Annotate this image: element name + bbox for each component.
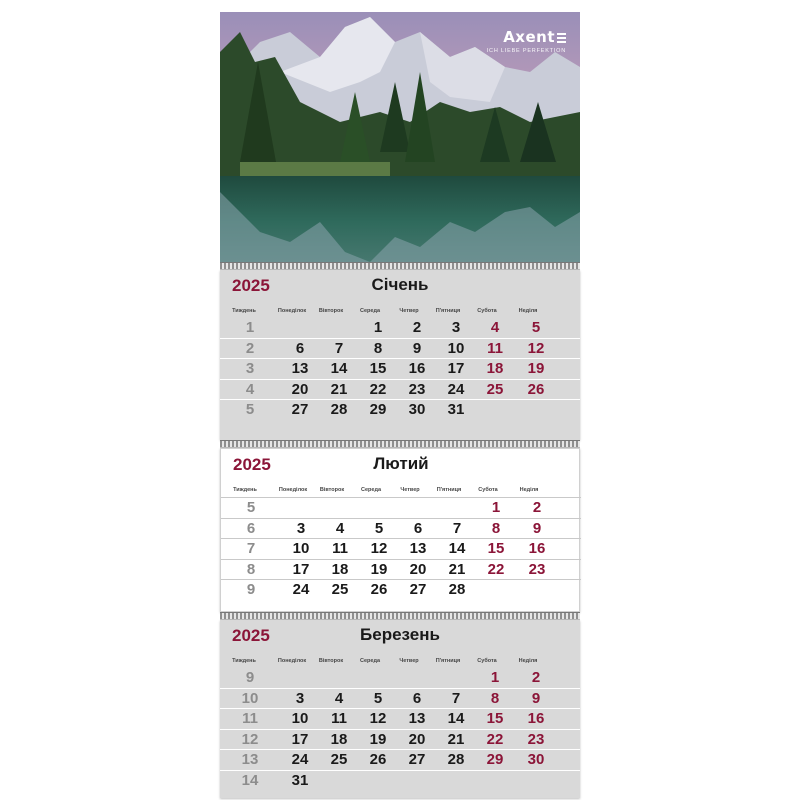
day-cell: 28 [447, 751, 465, 769]
week-number: 5 [246, 499, 256, 516]
week-row [221, 579, 581, 600]
day-cell: 11 [332, 540, 348, 558]
week-row [220, 688, 580, 709]
day-cell: 13 [291, 360, 309, 378]
week-row [220, 358, 580, 379]
day-cell: 15 [369, 360, 387, 378]
day-header: Тиждень [232, 658, 256, 664]
month-title: Лютий [373, 454, 429, 473]
day-cell: 3 [296, 519, 306, 537]
day-header: Вівторок [318, 308, 344, 314]
week-row [220, 749, 580, 770]
day-cell: 4 [490, 319, 500, 336]
day-header: Середа [360, 658, 380, 664]
day-header: Четвер [399, 308, 419, 314]
day-header-row [220, 308, 580, 318]
day-cell: 21 [330, 380, 348, 398]
day-cell: 16 [408, 360, 426, 378]
day-header: Субота [478, 487, 498, 493]
day-cell: 16 [527, 710, 545, 728]
day-cell: 1 [490, 669, 500, 686]
day-cell: 29 [486, 751, 504, 769]
day-cell: 18 [331, 560, 349, 578]
day-cell: 20 [291, 380, 309, 398]
week-number: 9 [245, 669, 255, 686]
day-cell: 2 [531, 669, 541, 686]
day-cell: 27 [409, 581, 427, 599]
menu-bars-icon [557, 33, 566, 43]
day-cell: 23 [527, 730, 545, 748]
day-cell: 23 [408, 380, 426, 398]
year-label: 2025 [232, 276, 270, 295]
day-cell: 22 [486, 730, 504, 748]
week-number: 9 [246, 581, 256, 599]
day-cell: 25 [330, 751, 348, 769]
day-cell: 18 [330, 730, 348, 748]
landscape-photo [220, 12, 580, 268]
day-cell: 22 [369, 380, 387, 398]
day-header: П'ятниця [436, 487, 462, 493]
week-number: 14 [241, 771, 259, 789]
week-number: 5 [245, 401, 255, 419]
day-cell: 25 [486, 380, 504, 398]
day-header: Тиждень [233, 487, 257, 493]
week-number: 13 [241, 751, 259, 769]
day-cell: 17 [291, 730, 309, 748]
day-cell: 9 [531, 689, 541, 707]
week-row [220, 338, 580, 359]
day-cell: 6 [295, 339, 305, 357]
week-number: 6 [246, 519, 256, 537]
day-cell: 27 [408, 751, 426, 769]
day-header: Середа [360, 308, 380, 314]
week-number: 7 [246, 540, 256, 558]
week-number: 3 [245, 360, 255, 378]
day-header: Понеділок [277, 658, 307, 664]
day-cell: 17 [292, 560, 310, 578]
day-cell: 26 [369, 751, 387, 769]
day-cell: 28 [448, 581, 466, 599]
week-row [220, 770, 580, 791]
day-cell: 26 [527, 380, 545, 398]
binding-spiral [220, 612, 580, 620]
week-row [221, 559, 581, 580]
day-cell: 4 [334, 689, 344, 707]
day-cell: 1 [491, 499, 501, 516]
day-header: Понеділок [278, 487, 308, 493]
day-cell: 15 [487, 540, 505, 558]
day-header: Субота [477, 308, 497, 314]
day-header: Понеділок [277, 308, 307, 314]
week-row [220, 379, 580, 400]
day-cell: 11 [487, 339, 503, 357]
day-cell: 2 [412, 319, 422, 336]
year-label: 2025 [232, 626, 270, 645]
week-rows [220, 318, 580, 420]
day-cell: 9 [412, 339, 422, 357]
day-cell: 29 [369, 401, 387, 419]
day-header: Середа [361, 487, 381, 493]
week-number: 8 [246, 560, 256, 578]
week-number: 4 [245, 380, 255, 398]
day-cell: 7 [334, 339, 344, 357]
day-cell: 17 [447, 360, 465, 378]
day-cell: 30 [527, 751, 545, 769]
day-cell: 21 [448, 560, 466, 578]
day-cell: 11 [331, 710, 347, 728]
day-cell: 24 [291, 751, 309, 769]
day-cell: 31 [291, 771, 309, 789]
day-cell: 25 [331, 581, 349, 599]
week-number: 12 [241, 730, 259, 748]
day-cell: 6 [412, 689, 422, 707]
day-cell: 13 [409, 540, 427, 558]
week-number: 1 [245, 319, 255, 336]
day-cell: 22 [487, 560, 505, 578]
day-header: Вівторок [318, 658, 344, 664]
day-cell: 1 [373, 319, 383, 336]
day-header: П'ятниця [435, 658, 461, 664]
day-cell: 14 [447, 710, 465, 728]
week-row [220, 318, 580, 338]
day-header: Неділя [518, 308, 538, 314]
day-cell: 5 [373, 689, 383, 707]
day-cell: 3 [451, 319, 461, 336]
day-cell: 18 [486, 360, 504, 378]
day-header: Вівторок [319, 487, 345, 493]
week-row [220, 399, 580, 420]
day-header: Неділя [519, 487, 539, 493]
week-row [221, 518, 581, 539]
week-number: 2 [245, 339, 255, 357]
day-cell: 6 [413, 519, 423, 537]
day-header: П'ятниця [435, 308, 461, 314]
day-cell: 20 [408, 730, 426, 748]
day-cell: 24 [447, 380, 465, 398]
day-cell: 2 [532, 499, 542, 516]
month-panel-january [220, 270, 580, 440]
week-row [220, 729, 580, 750]
week-row [220, 708, 580, 729]
day-cell: 3 [295, 689, 305, 707]
day-header-row [220, 658, 580, 668]
day-cell: 27 [291, 401, 309, 419]
day-cell: 4 [335, 519, 345, 537]
day-cell: 24 [292, 581, 310, 599]
day-cell: 16 [528, 540, 546, 558]
day-cell: 21 [447, 730, 465, 748]
year-label: 2025 [233, 455, 271, 474]
brand-name: Axent [503, 28, 555, 46]
day-cell: 31 [447, 401, 465, 419]
day-cell: 14 [330, 360, 348, 378]
week-rows [221, 497, 581, 600]
day-cell: 10 [292, 540, 310, 558]
day-cell: 30 [408, 401, 426, 419]
week-row [221, 538, 581, 559]
day-cell: 12 [527, 339, 545, 357]
day-cell: 28 [330, 401, 348, 419]
day-cell: 19 [369, 730, 387, 748]
day-cell: 19 [370, 560, 388, 578]
week-number: 11 [242, 710, 258, 728]
day-cell: 13 [408, 710, 426, 728]
day-cell: 7 [452, 519, 462, 537]
day-header: Неділя [518, 658, 538, 664]
day-cell: 23 [528, 560, 546, 578]
day-header-row [221, 487, 581, 497]
day-cell: 14 [448, 540, 466, 558]
brand-tagline: ICH LIEBE PERFEKTION [486, 48, 566, 54]
day-cell: 12 [370, 540, 388, 558]
day-cell: 8 [373, 339, 383, 357]
month-title: Березень [360, 625, 440, 644]
day-cell: 8 [491, 519, 501, 537]
week-row [220, 668, 580, 688]
day-header: Четвер [399, 658, 419, 664]
day-cell: 19 [527, 360, 545, 378]
week-number: 10 [241, 689, 259, 707]
week-rows [220, 668, 580, 791]
week-row [221, 497, 581, 518]
day-cell: 8 [490, 689, 500, 707]
day-header: Четвер [400, 487, 420, 493]
day-cell: 10 [291, 710, 309, 728]
month-panel-march [220, 620, 580, 798]
day-cell: 20 [409, 560, 427, 578]
day-cell: 9 [532, 519, 542, 537]
day-cell: 5 [531, 319, 541, 336]
brand-logo [487, 28, 566, 54]
month-panel-february [220, 448, 580, 612]
binding-spiral [220, 262, 580, 270]
month-title: Січень [371, 275, 429, 294]
binding-spiral [220, 440, 580, 448]
day-cell: 5 [374, 519, 384, 537]
day-cell: 26 [370, 581, 388, 599]
day-header: Субота [477, 658, 497, 664]
day-cell: 12 [369, 710, 387, 728]
day-cell: 10 [447, 339, 465, 357]
day-cell: 7 [451, 689, 461, 707]
day-cell: 15 [486, 710, 504, 728]
day-header: Тиждень [232, 308, 256, 314]
